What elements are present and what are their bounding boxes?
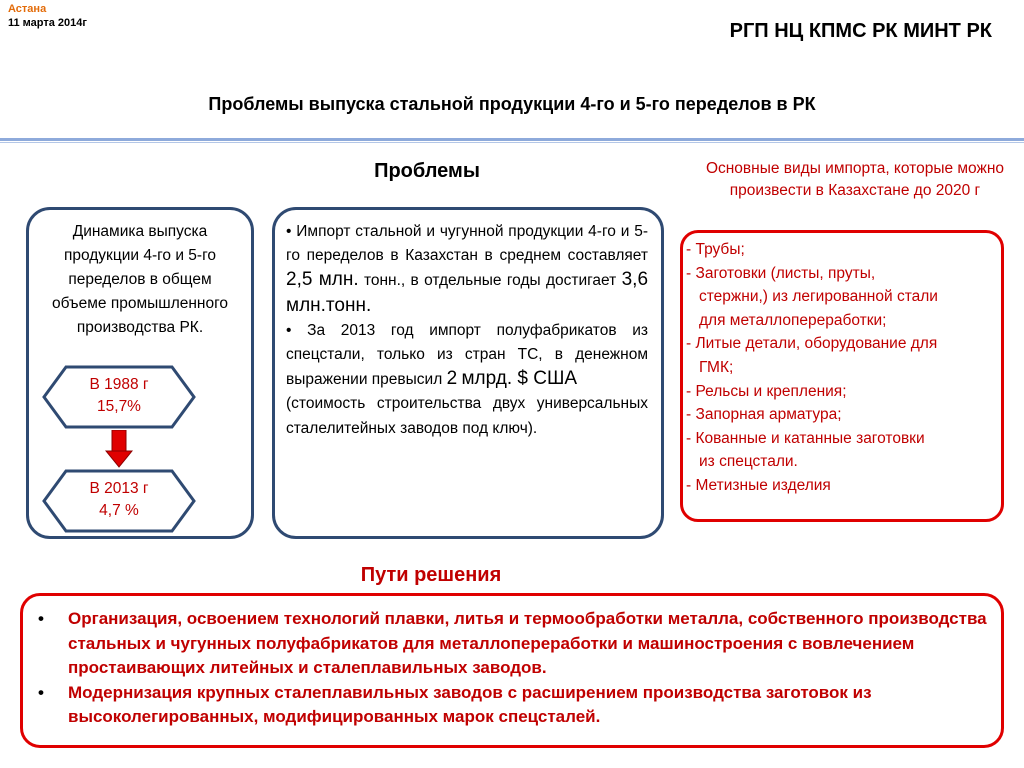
list-item: - Метизные изделия (686, 476, 831, 494)
list-item: - Рельсы и крепления; (686, 382, 847, 400)
title-separator-thin (0, 142, 1024, 143)
hexagon-1988-year: В 1988 г (89, 376, 149, 393)
hexagon-2013-year: В 2013 г (89, 480, 149, 497)
import-problem-item-2-value: 2 (446, 368, 458, 390)
import-problem-item-1-text-c: млн.тонн. (286, 294, 372, 316)
list-item: ГМК; (699, 358, 734, 376)
list-item: - Запорная арматура; (686, 406, 842, 424)
import-problem-item-2-text-b: млрд. $ США (461, 368, 578, 390)
page-title: Проблемы выпуска стальной продукции 4-го и 5-го переделов в РК (208, 94, 816, 114)
list-item: из спецстали. (699, 453, 798, 471)
title-separator (0, 138, 1024, 141)
import-problem-item-2-note: (стоимость строительства двух универсальных сталелитейных заводов под ключ). (286, 395, 648, 437)
solutions-heading: Пути решения (360, 564, 502, 586)
solutions-list (34, 607, 994, 730)
import-types-list (686, 238, 998, 498)
bullet: • (286, 321, 292, 339)
city-label: Астана (8, 3, 47, 15)
list-item: - Заготовки (листы, пруты, (686, 264, 876, 282)
hexagon-1988-text (42, 374, 196, 418)
list-item: стержни,) из легированной стали (699, 288, 938, 306)
import-problem-item-1-value-b: 3,6 (621, 269, 649, 291)
solution-item-1 (34, 607, 994, 681)
list-item: - Кованные и катанные заготовки (686, 429, 925, 447)
list-item: - Литые детали, оборудование для (686, 335, 938, 353)
solution-item-1-text: Организация, освоением технологий плавки, литья и термообработки металла, собственного производства стальных и чугунных полуфабрикатов для металлопереработки и машиностроения с вовлечением простаивающих литейных и сталеплавильных заводов. (68, 609, 987, 677)
solution-item-2-text: Модернизация крупных сталеплавильных заводов с расширением производства заготовок из высоколегированных, модифицированных марок спецсталей. (68, 682, 872, 726)
import-problem-item-1-value-a: 2,5 млн. (286, 269, 359, 291)
solution-item-2 (34, 681, 994, 730)
bullet: • (38, 682, 44, 702)
date-label: 11 марта 2014г (8, 17, 87, 29)
list-item: - Трубы; (686, 241, 745, 258)
hexagon-2013-value: 4,7 % (99, 502, 139, 519)
hexagon-1988-value: 15,7% (97, 398, 141, 415)
import-problem-item-2 (286, 319, 648, 441)
import-problem-list (286, 220, 648, 441)
import-types-heading: Основные виды импорта, которые можно произвести в Казахстане до 2020 г (705, 160, 1005, 199)
dynamics-text: Динамика выпуска продукции 4-го и 5-го переделов в общем объеме промышленного производства РК. (51, 223, 229, 336)
arrow-down-icon (105, 430, 133, 468)
hexagon-2013-text (42, 478, 196, 522)
import-problem-item-1-text-a: Импорт стальной и чугунной продукции 4-го и 5-го переделов в Казахстан в среднем составляет (286, 223, 648, 265)
bullet: • (38, 609, 44, 628)
list-item: для металлопереработки; (699, 311, 887, 329)
hexagon-2013 (42, 469, 196, 533)
hexagon-1988 (42, 365, 196, 429)
bullet: • (286, 223, 292, 240)
organization-title: РГП НЦ КПМС РК МИНТ РК (729, 20, 992, 42)
import-problem-item-1 (286, 220, 648, 319)
import-problem-item-1-text-b: тонн., в отдельные годы достигает (363, 272, 617, 290)
problems-heading: Проблемы (374, 160, 480, 182)
import-problem-item-2-text-a: За 2013 год импорт полуфабрикатов из спецстали, только из стран ТС, в денежном выражении превысил (286, 321, 649, 389)
